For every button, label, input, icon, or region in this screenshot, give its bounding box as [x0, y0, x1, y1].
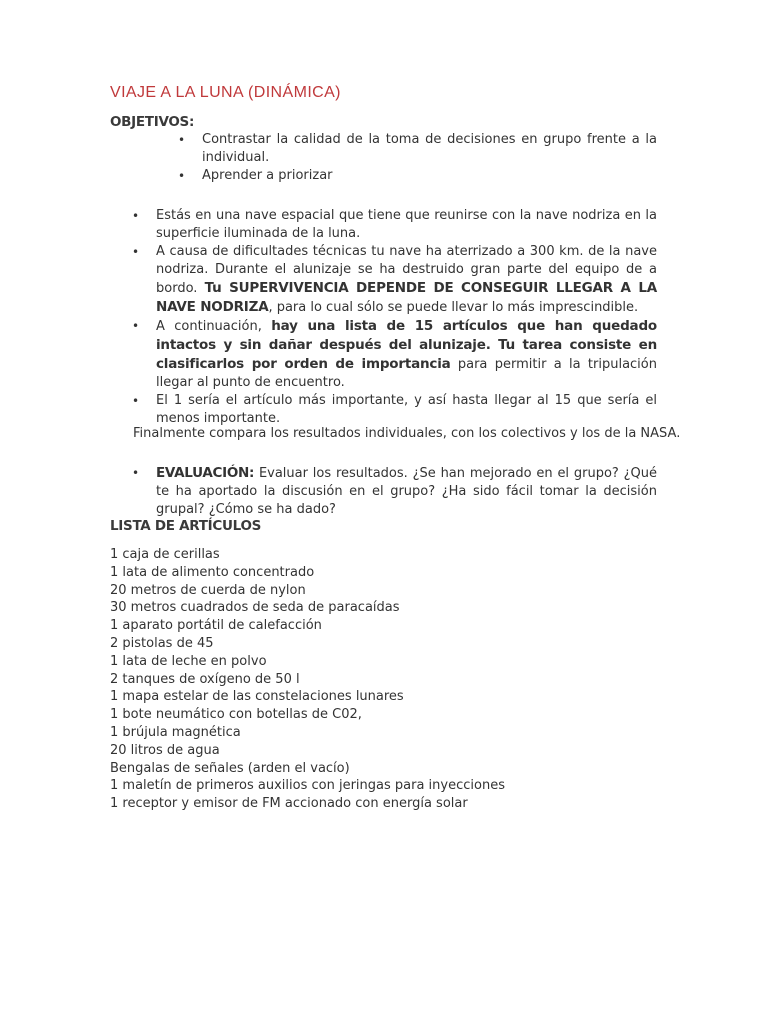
article-item: 1 mapa estelar de las constelaciones lunares: [110, 689, 404, 705]
instruction-item: [156, 317, 657, 392]
instruction-item: • Estás en una nave espacial que tiene que reunirse con la nave nodriza en la superficie iluminada de la luna.: [156, 207, 657, 243]
articles-list: [110, 546, 505, 813]
articles-heading: LISTA DE ARTÍCULOS: [110, 518, 262, 534]
instruction-text: para permitir a la tripulación llegar al punto de encuentro.: [156, 357, 657, 390]
article-item: 30 metros cuadrados de seda de paracaídas: [110, 600, 400, 616]
article-item: 1 caja de cerillas: [110, 547, 220, 562]
instructions-list: [156, 207, 657, 428]
article-item: 1 lata de alimento concentrado: [110, 564, 315, 580]
article-item: 1 lata de leche en polvo: [110, 653, 267, 669]
instruction-item: • El 1 sería el artículo más importante, y así hasta llegar al 15 que sería el menos importante.: [156, 392, 657, 428]
instruction-emphasis: Tu SUPERVIVENCIA DEPENDE DE CONSEGUIR LLEGAR A LA NAVE NODRIZA: [156, 280, 657, 315]
objective-item: • Aprender a priorizar: [202, 167, 657, 185]
article-item: 1 bote neumático con botellas de C02,: [110, 707, 362, 723]
objectives-list: [202, 131, 657, 185]
instruction-text: A causa de dificultades técnicas tu nave ha aterrizado a 300 km. de la nave nodriza. Durante el alunizaje se ha destruido gran parte del equipo de a bordo.: [156, 244, 657, 296]
article-item: 20 litros de agua: [110, 742, 220, 758]
objective-item: • Contrastar la calidad de la toma de decisiones en grupo frente a la individual.: [202, 131, 657, 167]
document-title: VIAJE A LA LUNA (DINÁMICA): [110, 84, 341, 101]
instruction-emphasis: hay una lista de 15 artículos que han quedado intactos y sin dañar después del alunizaje. Tu tarea consiste en clasificarlos por orden de importancia: [156, 318, 657, 372]
objectives-heading: OBJETIVOS:: [110, 114, 195, 130]
article-item: 1 brújula magnética: [110, 724, 241, 740]
article-item: 2 pistolas de 45: [110, 635, 214, 651]
article-item: 1 receptor y emisor de FM accionado con energía solar: [110, 796, 468, 812]
article-item: 1 aparato portátil de calefacción: [110, 618, 322, 634]
evaluation-label: EVALUACIÓN:: [156, 465, 255, 481]
article-item: 20 metros de cuerda de nylon: [110, 582, 306, 598]
article-item: 1 maletín de primeros auxilios con jeringas para inyecciones: [110, 778, 505, 794]
final-paragraph: Finalmente compara los resultados individuales, con los colectivos y los de la NASA.: [133, 426, 681, 441]
evaluation-item: [156, 464, 657, 519]
instruction-text: A continuación,: [156, 319, 272, 334]
instruction-item: [156, 243, 657, 317]
evaluation-text: Evaluar los resultados. ¿Se han mejorado en el grupo? ¿Qué te ha aportado la discusión en el grupo? ¿Ha sido fácil tomar la decisión grupal? ¿Cómo se ha dado?: [156, 466, 657, 517]
article-item: Bengalas de señales (arden el vacío): [110, 760, 350, 776]
instruction-text: , para lo cual sólo se puede llevar lo más imprescindible.: [268, 300, 639, 315]
article-item: 2 tanques de oxígeno de 50 l: [110, 671, 300, 687]
evaluation-list: [156, 464, 657, 519]
